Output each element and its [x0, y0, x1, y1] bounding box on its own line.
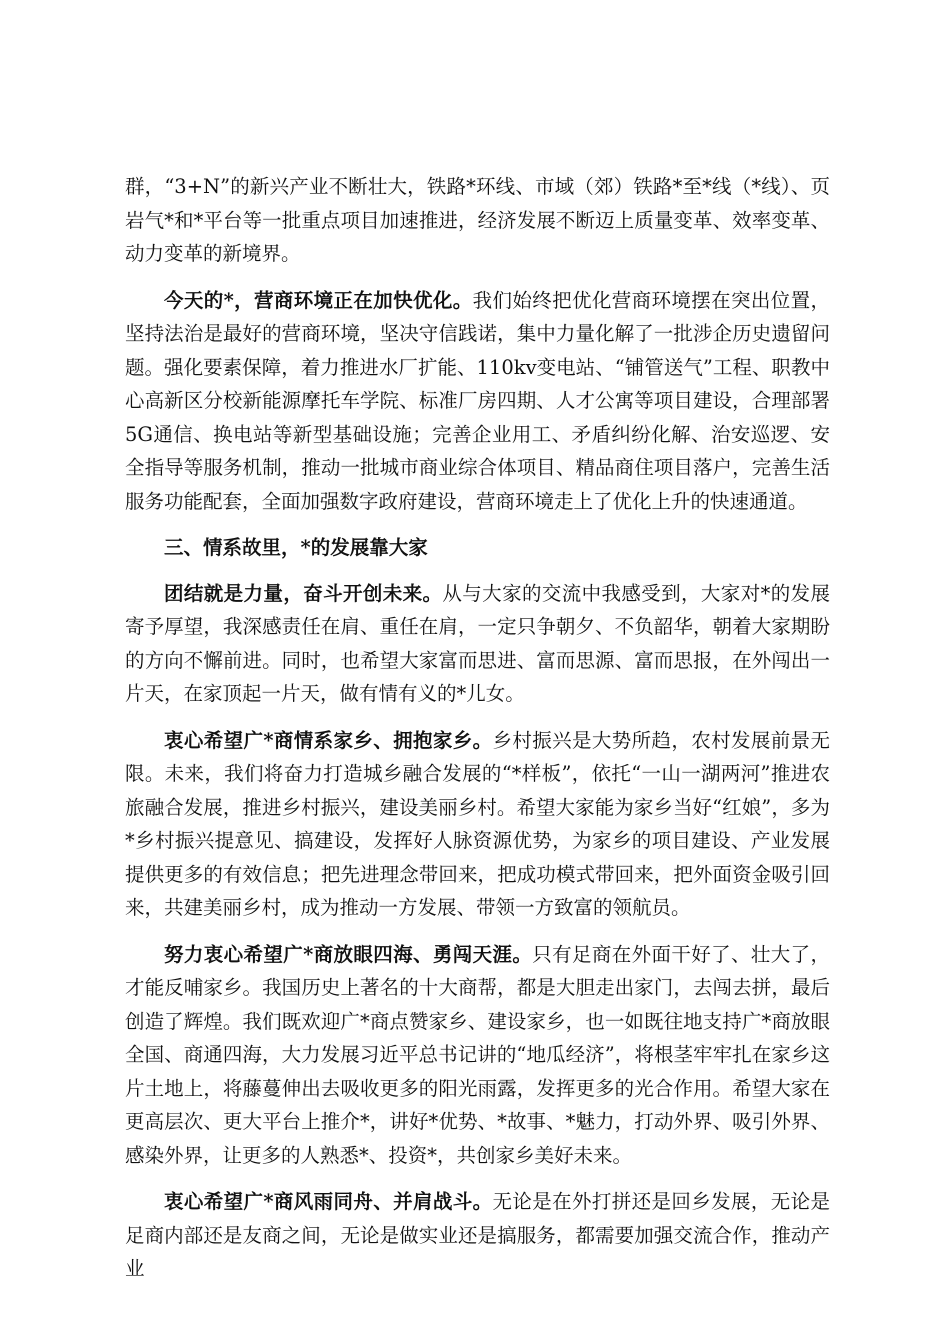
paragraph-text: 我们始终把优化营商环境摆在突出位置，坚持法治是最好的营商环境，坚决守信践诺，集中力量化解了一批涉企历史遗留问题。强化要素保障，着力推进水厂扩能、110kv变电站、“铺管送气”工程、职教中心高新区分校新能源摩托车学院、标准厂房四期、人才公寓等项目建设，合理部署5G通信、换电站等新型基础设施；完善企业用工、矛盾纠纷化解、治安巡逻、安全指导等服务机制，推动一批城市商业综合体项目、精品商住项目落户，完善生活服务功能配套，全面加强数字政府建设，营商环境走上了优化上升的快速通道。: [125, 288, 830, 513]
paragraph-four-seas: [125, 938, 830, 1173]
paragraph-hometown: [125, 724, 830, 925]
section-heading: 三、情系故里，*的发展靠大家: [164, 536, 428, 559]
paragraph-text: 从与大家的交流中我感受到，大家对*的发展寄予厚望，我深感责任在肩、重任在肩，一定只争朝夕、不负韶华，朝着大家期盼的方向不懈前进。同时，也希望大家富而思进、富而思源、富而思报，在外闯出一片天，在家顶起一片天，做有情有义的*儿女。: [125, 581, 830, 705]
document-body: [125, 170, 830, 1299]
paragraph-text: 乡村振兴是大势所趋，农村发展前景无限。未来，我们将奋力打造城乡融合发展的“*样板”，依托“一山一湖两河”推进农旅融合发展，推进乡村振兴，建设美丽乡村。希望大家能为家乡当好“红娘”，多为*乡村振兴提意见、搞建设，发挥好人脉资源优势，为家乡的项目建设、产业发展提供更多的有效信息；把先进理念带回来，把成功模式带回来，把外面资金吸引回来，共建美丽乡村，成为推动一方发展、带领一方致富的领航员。: [125, 728, 830, 919]
paragraph-lead: 衷心希望广*商情系家乡、拥抱家乡。: [164, 728, 493, 752]
paragraph-lead: 努力衷心希望广*商放眼四海、勇闯天涯。: [164, 942, 533, 966]
paragraph-text: 无论是在外打拼还是回乡发展，无论是足商内部还是友商之间，无论是做实业还是搞服务，都需要加强交流合作，推动产业: [125, 1190, 830, 1280]
paragraph-unity: [125, 577, 830, 711]
paragraph-together: [125, 1185, 830, 1286]
paragraph-continuation: [125, 170, 830, 271]
paragraph-text: 只有足商在外面干好了、壮大了，才能反哺家乡。我国历史上著名的十大商帮，都是大胆走出家门，去闯去拼，最后创造了辉煌。我们既欢迎广*商点赞家乡、建设家乡，也一如既往地支持广*商放眼全国、商通四海，大力发展习近平总书记讲的“地瓜经济”，将根茎牢牢扎在家乡这片土地上，将藤蔓伸出去吸收更多的阳光雨露，发挥更多的光合作用。希望大家在更高层次、更大平台上推介*，讲好*优势、*故事、*魅力，打动外界、吸引外界、感染外界，让更多的人熟悉*、投资*，共创家乡美好未来。: [125, 942, 830, 1167]
paragraph-business-environment: [125, 284, 830, 519]
paragraph-lead: 今天的*，营商环境正在加快优化。: [164, 288, 473, 312]
paragraph-text: 群，“3+N”的新兴产业不断壮大，铁路*环线、市域（郊）铁路*至*线（*线）、页岩气*和*平台等一批重点项目加速推进，经济发展不断迈上质量变革、效率变革、动力变革的新境界。: [125, 175, 830, 265]
paragraph-lead: 团结就是力量，奋斗开创未来。: [164, 581, 443, 605]
paragraph-lead: 衷心希望广*商风雨同舟、并肩战斗。: [164, 1190, 493, 1213]
